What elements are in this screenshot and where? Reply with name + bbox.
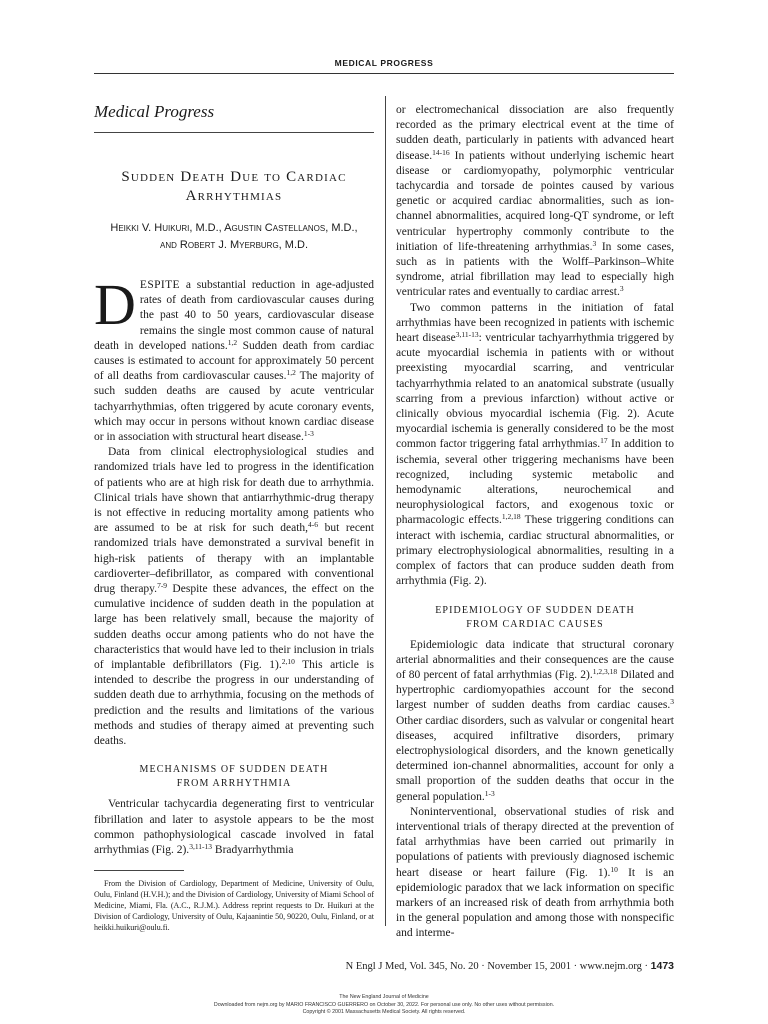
ref-citation: 1,2,3,18 bbox=[592, 666, 618, 676]
heading-line: FROM ARRHYTHMIA bbox=[176, 778, 292, 790]
ref-citation: 1-3 bbox=[484, 788, 495, 798]
body-text: Dilated and hypertrophic cardiomyopathies account for the second largest number of sudden deaths from cardiac causes. bbox=[396, 668, 674, 712]
title-line-2: Arrhythmias bbox=[185, 188, 283, 204]
header-rule bbox=[94, 73, 674, 74]
lead-paragraph bbox=[94, 272, 375, 445]
author-list bbox=[100, 220, 368, 254]
body-text: These triggering conditions can interact with ischemia, cardiac structural abnormalities, or primary electrophysiological abnormalities, resulting in a complex of factors that can produce sudden death from arrhythmia (Fig. 2). bbox=[396, 514, 674, 588]
body-text: Epidemiologic data indicate that structural coronary arterial abnormalities and their consequences are the cause of 80 percent of fatal arrhythmias (Fig. 2). bbox=[396, 638, 674, 681]
section-heading bbox=[404, 604, 666, 632]
ref-citation: 10 bbox=[610, 864, 618, 874]
ref-citation: 17 bbox=[600, 436, 608, 446]
lead-text: Sudden death from cardiac causes is estimated to account for approximately 50 percent of all deaths from cardiovascular causes. bbox=[94, 339, 375, 383]
ref-citation: 3,11-13 bbox=[189, 841, 213, 851]
citation-text: N Engl J Med, Vol. 345, No. 20 · November 15, 2001 · www.nejm.org · bbox=[345, 961, 649, 972]
column-divider bbox=[385, 96, 386, 926]
body-paragraph bbox=[94, 797, 374, 858]
author-affiliation-footnote: From the Division of Cardiology, Department of Medicine, University of Oulu, Oulu, Finland (H.V.H.); and the Division of Cardiology, University of Miami School of Medicine, Miami, Fla. (A.C., R.J.M.). Address reprint requests to Dr. Huikuri at the Division of Cardiology, University of Oulu, Kajaanintie 50, 90220, Oulu, Finland, or at heikki.huikuri@oulu.fi. bbox=[94, 879, 374, 932]
body-paragraph bbox=[396, 638, 674, 805]
heading-line: MECHANISMS OF SUDDEN DEATH bbox=[139, 764, 329, 776]
left-column bbox=[94, 96, 374, 858]
body-text: In addition to ischemia, several other triggering mechanisms have been recognized, including systemic metabolic and hemodynamic alterations, neurochemical and neurophysiological factors, and exogenous toxic or pharmacologic effects. bbox=[396, 438, 675, 527]
copyright-notice: Copyright © 2001 Massachusetts Medical Society. All rights reserved. bbox=[302, 1009, 466, 1015]
body-text: Bradyarrhythmia bbox=[212, 843, 294, 856]
authors-line-2: and Robert J. Myerburg, M.D. bbox=[159, 239, 309, 251]
body-text: In patients without underlying ischemic heart disease or cardiomyopathy, polymorphic ventricular tachycardia and torsade de pointes caused by various genetic or acquired cardiac abnormalities, such as ion-channel abnormalities, acquired long-QT syndrome, or left ventricular hypertrophy commonly contribute to the initiation of life-threatening arrhythmias. bbox=[396, 149, 674, 253]
download-info: Downloaded from nejm.org by MARIO FRANCISCO GUERRERO on October 30, 2022. For personal use only. No other uses without permission. bbox=[213, 1001, 555, 1008]
authors-line-1: Heikki V. Huikuri, M.D., Agustin Castellanos, M.D., bbox=[110, 222, 358, 234]
body-text: Ventricular tachycardia degenerating first to ventricular fibrillation and later to asystole appears to be the most common pathophysiological cascade involved in fatal arrhythmias (Fig. 2). bbox=[94, 798, 374, 856]
section-heading bbox=[102, 763, 366, 791]
body-text: Noninterventional, observational studies of risk and interventional trials of therapy directed at the prevention of fatal arrhythmias have been carried out primarily in populations of patients with previously diagnosed ischemic heart disease or heart failure (Fig. 1). bbox=[396, 805, 674, 879]
page-number: 1473 bbox=[650, 960, 674, 972]
footnote-rule bbox=[94, 870, 184, 871]
body-text: Data from clinical electrophysiological studies and randomized trials have led to progress in the identification of patients who are at high risk for death due to arrhythmia. Clinical trials have shown that antiarrhythmic-drug therapy is not effective in reducing mortality among patients who are assumed to be at risk for such death, bbox=[94, 446, 374, 535]
ref-citation: 1,2,18 bbox=[501, 512, 521, 522]
body-text: Two common patterns in the initiation of fatal arrhythmias have been recognized in patients with ischemic heart disease bbox=[396, 301, 674, 345]
section-label: Medical Progress bbox=[94, 102, 215, 121]
title-rule bbox=[94, 132, 374, 133]
ref-citation: 3 bbox=[619, 284, 624, 294]
ref-citation: 4-6 bbox=[308, 520, 319, 530]
body-text: This article is intended to describe the progress in our understanding of sudden death due to arrhythmia, focusing on the methods of prediction and the results and limitations of the various methods and studies of therapy aimed at preventing such deaths. bbox=[94, 659, 374, 748]
lead-caps: ESPITE bbox=[139, 279, 180, 291]
ref-citation: 3 bbox=[670, 697, 674, 707]
article-title bbox=[94, 168, 374, 206]
lead-text: a substantial reduction in age-adjusted rates of death from cardiovascular causes during the past 40 to 50 years, cardiovascular disease remains the single most common cause of natural death in developed nations. bbox=[94, 279, 374, 352]
drop-cap: D bbox=[94, 272, 136, 337]
ref-citation: 1-3 bbox=[303, 429, 314, 439]
ref-citation: 14-16 bbox=[432, 147, 450, 157]
body-paragraph bbox=[94, 445, 374, 749]
right-column bbox=[396, 103, 674, 942]
lead-text: The majority of such sudden deaths are caused by acute ventricular tachyarrhythmias, often triggered by acute coronary events, which may occur in persons without known cardiac disease or in association with structural heart disease. bbox=[94, 370, 374, 444]
ref-citation: 3,11-13 bbox=[455, 330, 479, 340]
body-text: but recent randomized trials have demonstrated a survival benefit in high-risk patients of therapy with an implantable cardioverter–defibrillator, as compared with conventional drug therapy. bbox=[94, 522, 374, 596]
heading-line: EPIDEMIOLOGY OF SUDDEN DEATH bbox=[435, 604, 635, 616]
body-text: or electromechanical dissociation are also frequently recorded as the primary electrical event at the time of sudden death, particularly in patients with advanced heart disease. bbox=[396, 104, 674, 162]
ref-citation: 1,2 bbox=[286, 368, 296, 378]
ref-citation: 2,10 bbox=[281, 657, 295, 667]
download-notice bbox=[0, 994, 768, 1017]
ref-citation: 3 bbox=[592, 238, 597, 248]
body-text: : ventricular tachyarrhythmia triggered by acute myocardial ischemia in patients with or without preexisting myocardial scarring, and ventricular tachyarrhythmia related to an anatomical substrate (usually scarring from a previous infarction) without active or clinically obvious myocardial ischemia (Fig. 2). Acute myocardial ischemia is generally considered to be the most common factor triggering fatal arrhythmias. bbox=[396, 332, 674, 451]
journal-name: The New England Journal of Medicine bbox=[339, 994, 429, 1000]
body-paragraph bbox=[396, 805, 674, 942]
journal-citation bbox=[346, 960, 674, 972]
ref-citation: 7-9 bbox=[157, 581, 168, 591]
body-paragraph bbox=[396, 301, 674, 590]
body-text: Despite these advances, the effect on the cumulative incidence of sudden death in the population at large has been relatively small, because the majority of sudden deaths occur among patients who do not have the characteristics that would have led to their inclusion in trials of implantable defibrillators (Fig. 1). bbox=[94, 583, 374, 672]
body-paragraph bbox=[396, 103, 674, 301]
ref-citation: 1,2 bbox=[227, 337, 238, 347]
heading-line: FROM CARDIAC CAUSES bbox=[466, 618, 604, 630]
body-text: In some cases, such as in patients with the Wolff–Parkinson–White syndrome, atrial fibrillation may lead to especially high ventricular rates and eventually to cardiac arrest. bbox=[396, 240, 674, 299]
title-line-1: Sudden Death Due to Cardiac bbox=[121, 169, 347, 185]
body-text: It is an epidemiologic paradox that we lack information on specific markers of an increased risk of death from arrhythmia both in the general population and among those with nonspecific and interme- bbox=[396, 866, 674, 940]
body-text: Other cardiac disorders, such as valvular or congenital heart diseases, acquired infiltrative disorders, primary electrophysiological disorders, and the known genetically determined ion-channel abnormalities, account for only a small proportion of the sudden deaths that occur in the general population. bbox=[396, 714, 674, 803]
running-head: MEDICAL PROGRESS bbox=[334, 58, 434, 68]
